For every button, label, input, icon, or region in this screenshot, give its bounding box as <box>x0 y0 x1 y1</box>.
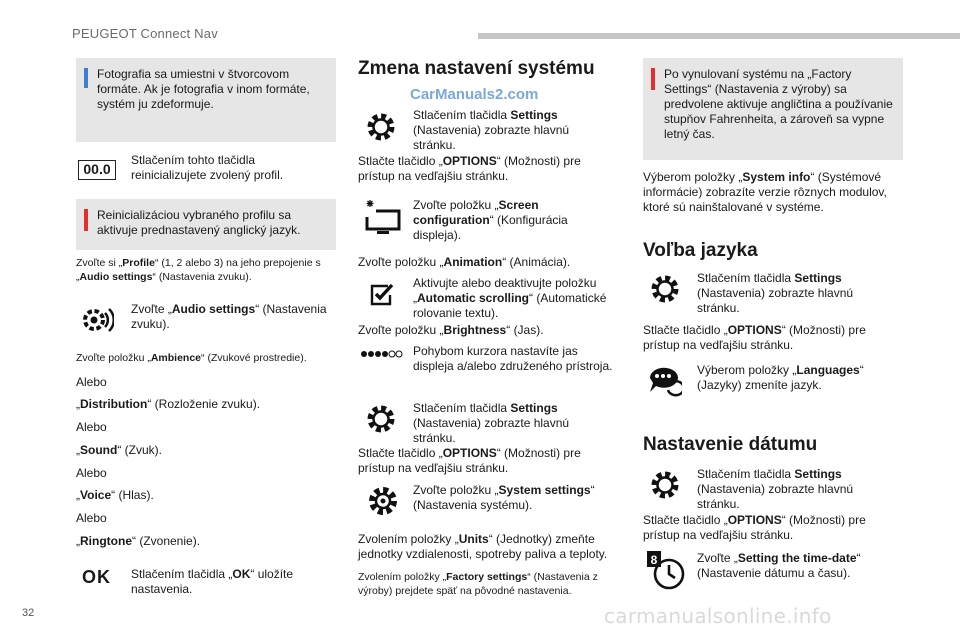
ok-text: Stlačením tlačidla „OK“ uložíte nastavenia. <box>131 567 294 596</box>
voice-text: „Voice“ (Hlas). <box>76 488 154 502</box>
time-date-icon <box>646 550 686 590</box>
settings-gear-icon-3 <box>648 272 682 306</box>
lang-options-text: Stlačte tlačidlo „OPTIONS“ (Možnosti) pre prístup na vedľajšiu stránku. <box>643 323 866 352</box>
header-title: PEUGEOT Connect Nav <box>72 26 218 41</box>
settings-text-1: Stlačením tlačidla Settings (Nastavenia) zobrazte hlavnú stránku. <box>413 108 570 152</box>
ambience-text: Zvoľte položku „Ambience“ (Zvukové prostredie). <box>76 352 307 364</box>
brightness-text: Zvoľte položku „Brightness“ (Jas). <box>358 323 544 337</box>
info-mark-icon <box>84 68 88 88</box>
warning-box-reset <box>76 199 336 250</box>
warning-box-factory-text: Po vynulovaní systému na „Factory Settings“ (Nastavenia z výroby) sa predvolene aktivuje angličtina a používanie stupňov Fahrenheita, a zároveň sa vypne letný čas. <box>664 67 893 141</box>
header-bar <box>478 33 960 39</box>
system-settings-gear-icon <box>364 482 402 520</box>
date-options-text: Stlačte tlačidlo „OPTIONS“ (Možnosti) pre prístup na vedľajšiu stránku. <box>643 513 866 542</box>
warning-mark-icon-2 <box>651 68 655 90</box>
footer-url: carmanualsonline.info <box>604 604 832 628</box>
or-4: Alebo <box>76 511 107 525</box>
languages-speech-icon <box>646 364 682 400</box>
options-text-2: Stlačte tlačidlo „OPTIONS“ (Možnosti) pre prístup na vedľajšiu stránku. <box>358 446 581 475</box>
factory-settings-text: Zvolením položky „Factory settings“ (Nastavenia z výroby) prejdete späť na pôvodné nastavenia. <box>358 571 598 597</box>
reset-text: Stlačením tohto tlačidla reinicializujete zvolený profil. <box>131 153 284 182</box>
animation-text: Zvoľte položku „Animation“ (Animácia). <box>358 255 571 269</box>
distribution-text: „Distribution“ (Rozloženie zvuku). <box>76 397 261 411</box>
screen-config-text: Zvoľte položku „Screen configuration“ (Konfigurácia displeja). <box>413 198 568 242</box>
settings-gear-icon <box>364 110 398 144</box>
info-box-photo <box>76 58 336 142</box>
date-title: Nastavenie dátumu <box>643 434 818 455</box>
or-1: Alebo <box>76 375 107 389</box>
audio-settings-text: Zvoľte „Audio settings“ (Nastavenia zvuku). <box>131 302 327 331</box>
info-box-text: Fotografia sa umiestni v štvorcovom formáte. Ak je fotografia v inom formáte, systém ju zdeformuje. <box>97 67 310 111</box>
warning-box-text: Reinicializáciou vybraného profilu sa aktivuje prednastavený anglický jazyk. <box>97 208 301 237</box>
or-3: Alebo <box>76 466 107 480</box>
settings-gear-icon-2 <box>364 402 398 436</box>
units-text: Zvolením položky „Units“ (Jednotky) zmeňte jednotky vzdialenosti, spotreby paliva a teploty. <box>358 532 608 561</box>
language-title: Voľba jazyka <box>643 240 758 261</box>
brightness-dots-icon <box>360 348 404 360</box>
system-settings-text: Zvoľte položku „System settings“ (Nastavenia systému). <box>413 483 595 512</box>
settings-text-2: Stlačením tlačidla Settings (Nastavenia) zobrazte hlavnú stránku. <box>413 401 570 445</box>
warning-box-factory <box>643 58 903 160</box>
time-date-text: Zvoľte „Setting the time-date“ (Nastavenie dátumu a času). <box>697 551 861 580</box>
settings-gear-icon-4 <box>648 468 682 502</box>
ok-key: OK <box>82 567 111 587</box>
profile-text: Zvoľte si „Profile“ (1, 2 alebo 3) na jeho prepojenie s „Audio settings“ (Nastavenia zvuku). <box>76 257 321 283</box>
sound-text: „Sound“ (Zvuk). <box>76 443 162 457</box>
warning-mark-icon <box>84 209 88 231</box>
auto-scroll-text: Aktivujte alebo deaktivujte položku „Automatic scrolling“ (Automatické rolovanie textu). <box>413 276 607 320</box>
cursor-text: Pohybom kurzora nastavíte jas displeja a/alebo združeného prístroja. <box>413 344 613 373</box>
lang-settings-text: Stlačením tlačidla Settings (Nastavenia) zobrazte hlavnú stránku. <box>697 271 854 315</box>
checkbox-checked-icon <box>368 280 396 308</box>
system-settings-title: Zmena nastavení systému <box>358 58 595 79</box>
options-text-1: Stlačte tlačidlo „OPTIONS“ (Možnosti) pre prístup na vedľajšiu stránku. <box>358 154 581 183</box>
page-number: 32 <box>22 607 35 619</box>
audio-settings-icon <box>78 302 114 338</box>
or-2: Alebo <box>76 420 107 434</box>
time-icon-digit: 8 <box>650 553 658 567</box>
watermark: CarManuals2.com <box>410 86 539 103</box>
system-info-text: Výberom položky „System info“ (Systémové informácie) zobrazíte verzie rôznych modulov, ktoré sú nainštalované v systéme. <box>643 170 887 214</box>
ringtone-text: „Ringtone“ (Zvonenie). <box>76 534 201 548</box>
screen-configuration-icon <box>362 198 402 238</box>
languages-text: Výberom položky „Languages“ (Jazyky) zmeníte jazyk. <box>697 363 864 392</box>
reset-key: 00.0 <box>78 160 116 180</box>
date-settings-text: Stlačením tlačidla Settings (Nastavenia) zobrazte hlavnú stránku. <box>697 467 854 511</box>
